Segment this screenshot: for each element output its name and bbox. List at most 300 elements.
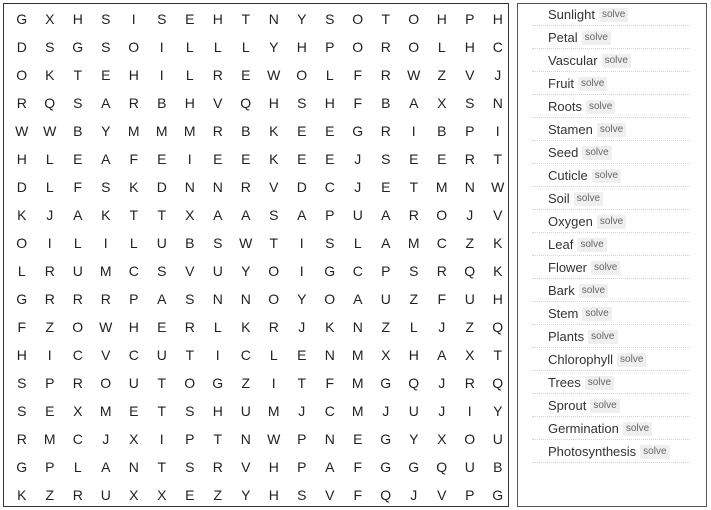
grid-letter[interactable]: I [187,151,193,167]
grid-letter[interactable]: B [157,95,167,111]
grid-letter[interactable]: R [380,39,392,55]
grid-letter[interactable]: M [407,235,421,251]
grid-letter[interactable]: N [324,431,336,447]
grid-letter[interactable]: F [437,291,447,307]
grid-letter[interactable]: T [269,235,279,251]
grid-letter[interactable]: S [269,207,279,223]
grid-letter[interactable]: E [241,151,251,167]
grid-letter[interactable]: R [212,67,224,83]
grid-letter[interactable]: K [17,207,27,223]
grid-letter[interactable]: V [213,95,223,111]
grid-letter[interactable]: Z [465,235,475,251]
grid-letter[interactable]: H [268,459,280,475]
grid-letter[interactable]: N [128,459,140,475]
grid-letter[interactable]: S [185,459,195,475]
grid-letter[interactable]: M [351,347,365,363]
grid-letter[interactable]: C [72,431,84,447]
grid-letter[interactable]: K [17,487,27,503]
grid-letter[interactable]: S [101,11,111,27]
grid-letter[interactable]: P [465,11,475,27]
grid-letter[interactable]: O [324,291,336,307]
grid-letter[interactable]: W [491,179,505,195]
solve-button[interactable]: solve [582,146,611,160]
grid-letter[interactable]: T [157,459,167,475]
grid-letter[interactable]: S [297,487,307,503]
grid-letter[interactable]: R [212,459,224,475]
grid-letter[interactable]: V [101,347,111,363]
grid-letter[interactable]: H [268,487,280,503]
grid-letter[interactable]: A [381,207,391,223]
grid-letter[interactable]: I [103,235,109,251]
grid-letter[interactable]: R [72,375,84,391]
grid-letter[interactable]: E [381,179,391,195]
grid-letter[interactable]: C [492,39,504,55]
grid-letter[interactable]: X [437,431,447,447]
grid-letter[interactable]: T [493,347,503,363]
grid-letter[interactable]: C [324,403,336,419]
solve-button[interactable]: solve [597,215,626,229]
grid-letter[interactable]: I [495,123,501,139]
grid-letter[interactable]: O [408,39,420,55]
grid-letter[interactable]: R [16,431,28,447]
grid-letter[interactable]: B [381,95,391,111]
grid-letter[interactable]: T [73,67,83,83]
grid-letter[interactable]: E [437,151,447,167]
grid-letter[interactable]: W [15,123,29,139]
grid-letter[interactable]: H [408,347,420,363]
grid-letter[interactable]: R [380,67,392,83]
grid-letter[interactable]: O [72,319,84,335]
grid-letter[interactable]: E [213,151,223,167]
grid-letter[interactable]: O [16,235,28,251]
grid-letter[interactable]: C [128,263,140,279]
grid-letter[interactable]: F [353,67,363,83]
grid-letter[interactable]: K [325,319,335,335]
grid-letter[interactable]: J [438,319,446,335]
grid-letter[interactable]: V [241,459,251,475]
grid-letter[interactable]: P [297,431,307,447]
grid-letter[interactable]: U [408,403,420,419]
grid-letter[interactable]: S [17,403,27,419]
grid-letter[interactable]: F [325,375,335,391]
solve-button[interactable]: solve [617,353,646,367]
grid-letter[interactable]: M [155,123,169,139]
grid-letter[interactable]: A [101,151,111,167]
grid-letter[interactable]: X [45,11,55,27]
grid-letter[interactable]: U [492,431,504,447]
grid-letter[interactable]: J [354,151,362,167]
grid-letter[interactable]: C [240,347,252,363]
grid-letter[interactable]: R [436,263,448,279]
solve-button[interactable]: solve [582,31,611,45]
grid-letter[interactable]: R [44,263,56,279]
grid-letter[interactable]: L [269,347,279,363]
grid-letter[interactable]: X [381,347,391,363]
grid-letter[interactable]: B [241,123,251,139]
grid-letter[interactable]: R [240,179,252,195]
grid-letter[interactable]: J [298,319,306,335]
grid-letter[interactable]: M [99,263,113,279]
grid-letter[interactable]: U [156,347,168,363]
grid-letter[interactable]: S [101,39,111,55]
grid-letter[interactable]: R [464,151,476,167]
grid-letter[interactable]: X [73,403,83,419]
solve-button[interactable]: solve [586,100,615,114]
grid-letter[interactable]: S [409,263,419,279]
grid-letter[interactable]: J [382,403,390,419]
grid-letter[interactable]: E [325,151,335,167]
grid-letter[interactable]: L [185,67,195,83]
grid-letter[interactable]: Q [240,95,252,111]
grid-letter[interactable]: G [380,375,392,391]
grid-letter[interactable]: G [16,11,28,27]
grid-letter[interactable]: F [353,95,363,111]
grid-letter[interactable]: T [157,207,167,223]
solve-button[interactable]: solve [599,8,628,22]
grid-letter[interactable]: W [99,319,113,335]
grid-letter[interactable]: O [464,431,476,447]
solve-button[interactable]: solve [588,330,617,344]
grid-letter[interactable]: I [159,431,165,447]
grid-letter[interactable]: J [102,431,110,447]
grid-letter[interactable]: R [16,95,28,111]
grid-letter[interactable]: T [157,375,167,391]
grid-letter[interactable]: N [212,291,224,307]
grid-letter[interactable]: E [185,11,195,27]
grid-letter[interactable]: N [464,179,476,195]
grid-letter[interactable]: S [185,291,195,307]
grid-letter[interactable]: N [324,347,336,363]
grid-letter[interactable]: L [353,235,363,251]
grid-letter[interactable]: Y [101,123,111,139]
grid-letter[interactable]: J [466,207,474,223]
grid-letter[interactable]: H [492,11,504,27]
grid-letter[interactable]: V [185,263,195,279]
grid-letter[interactable]: E [297,151,307,167]
grid-letter[interactable]: G [352,123,364,139]
grid-letter[interactable]: J [46,207,54,223]
grid-letter[interactable]: P [297,459,307,475]
grid-letter[interactable]: S [325,235,335,251]
grid-letter[interactable]: U [128,375,140,391]
grid-letter[interactable]: C [324,179,336,195]
grid-letter[interactable]: R [464,375,476,391]
grid-letter[interactable]: U [240,403,252,419]
grid-letter[interactable]: F [353,487,363,503]
grid-letter[interactable]: J [298,403,306,419]
grid-letter[interactable]: T [381,11,391,27]
grid-letter[interactable]: O [268,263,280,279]
grid-letter[interactable]: O [352,11,364,27]
grid-letter[interactable]: S [465,95,475,111]
grid-letter[interactable]: T [297,375,307,391]
grid-letter[interactable]: A [101,95,111,111]
solve-button[interactable]: solve [585,376,614,390]
grid-letter[interactable]: G [408,459,420,475]
grid-letter[interactable]: A [101,459,111,475]
grid-letter[interactable]: A [409,95,419,111]
solve-button[interactable]: solve [623,422,652,436]
grid-letter[interactable]: M [99,403,113,419]
grid-letter[interactable]: R [380,123,392,139]
grid-letter[interactable]: O [352,39,364,55]
grid-letter[interactable]: U [72,263,84,279]
grid-letter[interactable]: H [492,291,504,307]
grid-letter[interactable]: P [465,487,475,503]
grid-letter[interactable]: P [45,375,55,391]
grid-letter[interactable]: O [16,67,28,83]
grid-letter[interactable]: F [353,459,363,475]
grid-letter[interactable]: L [213,39,223,55]
grid-letter[interactable]: M [351,375,365,391]
grid-letter[interactable]: P [325,207,335,223]
grid-letter[interactable]: L [409,319,419,335]
grid-letter[interactable]: V [493,207,503,223]
solve-button[interactable]: solve [590,399,619,413]
grid-letter[interactable]: V [269,179,279,195]
grid-letter[interactable]: T [129,207,139,223]
grid-letter[interactable]: E [101,67,111,83]
grid-letter[interactable]: H [184,95,196,111]
grid-letter[interactable]: O [408,11,420,27]
grid-letter[interactable]: R [72,487,84,503]
grid-letter[interactable]: H [212,403,224,419]
grid-letter[interactable]: B [493,459,503,475]
grid-letter[interactable]: S [185,403,195,419]
grid-letter[interactable]: Q [408,375,420,391]
grid-letter[interactable]: I [47,347,53,363]
grid-letter[interactable]: G [72,39,84,55]
grid-letter[interactable]: L [17,263,27,279]
grid-letter[interactable]: V [325,487,335,503]
grid-letter[interactable]: L [129,235,139,251]
grid-letter[interactable]: G [212,375,224,391]
grid-letter[interactable]: E [297,123,307,139]
grid-letter[interactable]: Y [241,263,251,279]
grid-letter[interactable]: E [325,123,335,139]
solve-button[interactable]: solve [582,307,611,321]
grid-letter[interactable]: U [100,487,112,503]
grid-letter[interactable]: R [44,291,56,307]
grid-letter[interactable]: K [493,235,503,251]
solve-button[interactable]: solve [591,261,620,275]
grid-letter[interactable]: R [184,319,196,335]
grid-letter[interactable]: Z [45,319,55,335]
grid-letter[interactable]: K [101,207,111,223]
grid-letter[interactable]: I [467,403,473,419]
grid-letter[interactable]: R [128,95,140,111]
solve-button[interactable]: solve [577,238,606,252]
grid-letter[interactable]: E [45,403,55,419]
grid-letter[interactable]: R [268,319,280,335]
grid-letter[interactable]: G [16,459,28,475]
grid-letter[interactable]: C [436,235,448,251]
grid-letter[interactable]: W [267,431,281,447]
grid-letter[interactable]: M [127,123,141,139]
grid-letter[interactable]: Q [492,319,504,335]
grid-letter[interactable]: T [213,431,223,447]
grid-letter[interactable]: N [184,179,196,195]
grid-letter[interactable]: L [325,67,335,83]
grid-letter[interactable]: X [465,347,475,363]
grid-letter[interactable]: A [353,291,363,307]
grid-letter[interactable]: B [185,235,195,251]
grid-letter[interactable]: U [380,291,392,307]
solve-button[interactable]: solve [579,284,608,298]
grid-letter[interactable]: Q [380,487,392,503]
grid-letter[interactable]: M [183,123,197,139]
grid-letter[interactable]: Z [381,319,391,335]
grid-letter[interactable]: C [352,263,364,279]
grid-letter[interactable]: C [128,347,140,363]
grid-letter[interactable]: Q [492,375,504,391]
grid-letter[interactable]: S [157,263,167,279]
grid-letter[interactable]: H [464,39,476,55]
grid-letter[interactable]: N [268,11,280,27]
grid-letter[interactable]: O [128,39,140,55]
grid-letter[interactable]: W [43,123,57,139]
grid-letter[interactable]: U [212,263,224,279]
grid-letter[interactable]: C [72,347,84,363]
grid-letter[interactable]: K [493,263,503,279]
grid-letter[interactable]: O [436,207,448,223]
grid-letter[interactable]: I [215,347,221,363]
grid-letter[interactable]: H [296,39,308,55]
grid-letter[interactable]: E [409,151,419,167]
grid-letter[interactable]: L [437,39,447,55]
grid-letter[interactable]: G [380,431,392,447]
grid-letter[interactable]: T [157,403,167,419]
grid-letter[interactable]: M [351,403,365,419]
grid-letter[interactable]: Y [297,291,307,307]
grid-letter[interactable]: D [16,179,28,195]
grid-letter[interactable]: L [241,39,251,55]
grid-letter[interactable]: T [185,347,195,363]
grid-letter[interactable]: E [157,151,167,167]
grid-letter[interactable]: K [45,67,55,83]
grid-letter[interactable]: B [437,123,447,139]
grid-letter[interactable]: L [73,235,83,251]
grid-letter[interactable]: L [185,39,195,55]
grid-letter[interactable]: Y [493,403,503,419]
grid-letter[interactable]: J [494,67,502,83]
grid-letter[interactable]: X [129,431,139,447]
grid-letter[interactable]: X [437,95,447,111]
grid-letter[interactable]: D [156,179,168,195]
grid-letter[interactable]: S [45,39,55,55]
grid-letter[interactable]: H [128,319,140,335]
grid-letter[interactable]: R [408,207,420,223]
grid-letter[interactable]: S [381,151,391,167]
solve-button[interactable]: solve [640,445,669,459]
grid-letter[interactable]: G [16,291,28,307]
grid-letter[interactable]: P [129,291,139,307]
grid-letter[interactable]: K [129,179,139,195]
grid-letter[interactable]: A [213,207,223,223]
grid-letter[interactable]: E [185,487,195,503]
grid-letter[interactable]: F [73,179,83,195]
grid-letter[interactable]: L [45,179,55,195]
grid-letter[interactable]: N [240,431,252,447]
grid-letter[interactable]: P [185,431,195,447]
grid-letter[interactable]: J [438,375,446,391]
grid-letter[interactable]: F [17,319,27,335]
grid-letter[interactable]: E [241,67,251,83]
grid-letter[interactable]: O [100,375,112,391]
grid-letter[interactable]: K [241,319,251,335]
grid-letter[interactable]: I [131,11,137,27]
grid-letter[interactable]: O [268,291,280,307]
solve-button[interactable]: solve [602,54,631,68]
solve-button[interactable]: solve [574,192,603,206]
grid-letter[interactable]: J [354,179,362,195]
grid-letter[interactable]: P [465,123,475,139]
grid-letter[interactable]: Q [44,95,56,111]
grid-letter[interactable]: Q [436,459,448,475]
grid-letter[interactable]: E [73,151,83,167]
grid-letter[interactable]: R [100,291,112,307]
grid-letter[interactable]: S [157,11,167,27]
grid-letter[interactable]: U [464,291,476,307]
grid-letter[interactable]: L [73,459,83,475]
grid-letter[interactable]: V [465,67,475,83]
grid-letter[interactable]: I [271,375,277,391]
grid-letter[interactable]: Y [269,39,279,55]
grid-letter[interactable]: D [16,39,28,55]
grid-letter[interactable]: Z [45,487,55,503]
grid-letter[interactable]: N [492,95,504,111]
grid-letter[interactable]: S [73,95,83,111]
grid-letter[interactable]: Y [241,487,251,503]
grid-letter[interactable]: P [381,263,391,279]
grid-letter[interactable]: K [269,151,279,167]
grid-letter[interactable]: N [352,319,364,335]
grid-letter[interactable]: H [72,11,84,27]
grid-letter[interactable]: S [297,95,307,111]
grid-letter[interactable]: G [324,263,336,279]
grid-letter[interactable]: H [128,67,140,83]
grid-letter[interactable]: K [269,123,279,139]
grid-letter[interactable]: I [299,263,305,279]
grid-letter[interactable]: U [352,207,364,223]
grid-letter[interactable]: A [381,235,391,251]
grid-letter[interactable]: H [212,11,224,27]
solve-button[interactable]: solve [597,123,626,137]
grid-letter[interactable]: N [212,179,224,195]
grid-letter[interactable]: I [299,235,305,251]
solve-button[interactable]: solve [578,77,607,91]
grid-letter[interactable]: D [296,179,308,195]
grid-letter[interactable]: L [45,151,55,167]
grid-letter[interactable]: H [268,95,280,111]
grid-letter[interactable]: A [437,347,447,363]
grid-letter[interactable]: Q [464,263,476,279]
grid-letter[interactable]: S [17,375,27,391]
grid-letter[interactable]: X [185,207,195,223]
grid-letter[interactable]: J [410,487,418,503]
grid-letter[interactable]: A [241,207,251,223]
grid-letter[interactable]: E [157,319,167,335]
grid-letter[interactable]: H [16,347,28,363]
grid-letter[interactable]: H [16,151,28,167]
grid-letter[interactable]: U [156,235,168,251]
grid-letter[interactable]: G [380,459,392,475]
grid-letter[interactable]: I [411,123,417,139]
grid-letter[interactable]: S [101,179,111,195]
grid-letter[interactable]: B [73,123,83,139]
grid-letter[interactable]: Y [297,11,307,27]
grid-letter[interactable]: Z [213,487,223,503]
